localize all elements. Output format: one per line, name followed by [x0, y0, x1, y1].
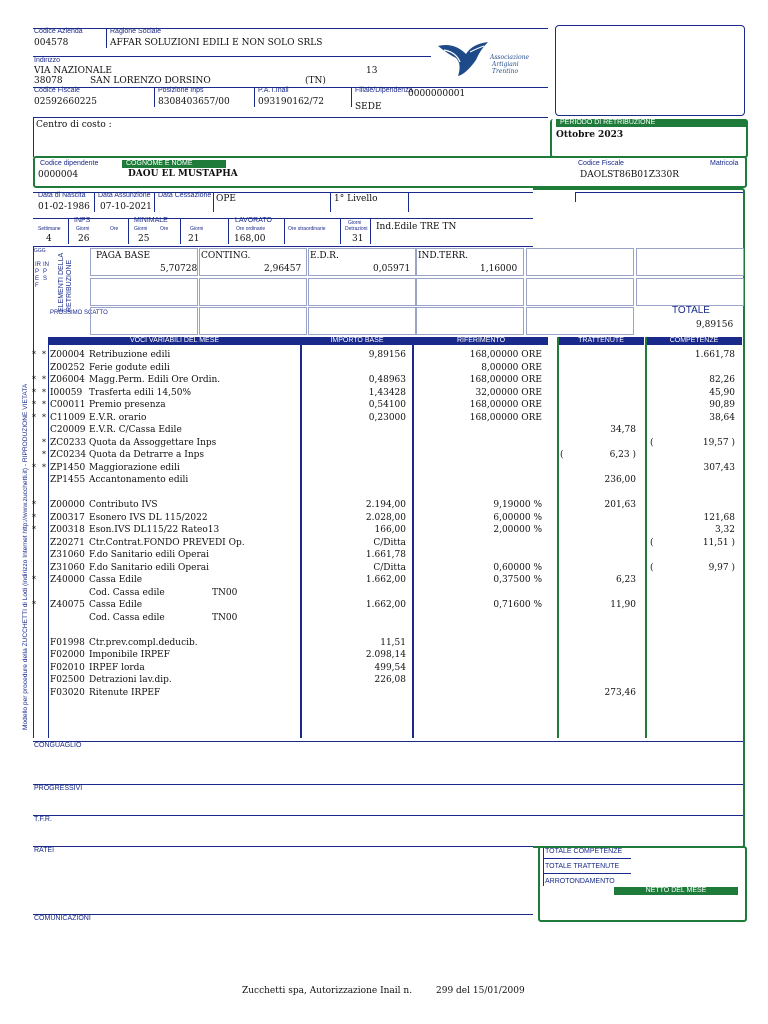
company-inail-label: P.A.T.Inail [258, 87, 289, 94]
table-row [0, 438, 768, 450]
item-reference: 6,00000 % [493, 512, 542, 523]
item-earning: 307,43 [703, 462, 735, 473]
item-base: 2.194,00 [365, 500, 406, 510]
giorni-lavorato: 21 [188, 234, 200, 244]
employee-name-label: COGNOME E NOME [122, 160, 226, 168]
item-base: 1.662,00 [365, 575, 406, 585]
star-mark: * [32, 575, 36, 584]
side-irpef-label: IRPEF [35, 262, 41, 289]
item-base: 1.661,78 [365, 550, 406, 560]
totale-trattenute-label: TOTALE TRATTENUTE [545, 863, 620, 870]
item-deduction: 34,78 [610, 425, 636, 435]
table-row [0, 663, 768, 675]
ratei-label: RATEI [34, 847, 55, 854]
ore-label-2: Ore [160, 226, 169, 232]
item-code: Z00252 [50, 362, 85, 373]
inps-days-label: INPS [74, 217, 91, 224]
employee-code: 0000004 [38, 170, 79, 180]
item-code: Z40000 [50, 575, 85, 585]
arrotondamento-label: ARROTONDAMENTO [545, 878, 615, 885]
company-number: 13 [366, 66, 378, 76]
item-code: C20009 [50, 425, 86, 435]
employee-cf: DAOLST86B01Z330R [580, 170, 679, 180]
company-code-label: Codice Azienda [34, 28, 83, 35]
item-code: C11009 [50, 412, 86, 423]
comunicazioni-label: COMUNICAZIONI [34, 915, 91, 922]
item-code: F01998 [50, 637, 85, 648]
table-row [0, 650, 768, 662]
item-earning: 11,51 ) [702, 537, 735, 548]
item-reference: 168,00000 ORE [469, 375, 542, 385]
totale-competenze-label: TOTALE COMPETENZE [545, 848, 623, 855]
item-description: Ritenute IRPEF [89, 687, 161, 698]
star-mark-2: * [42, 462, 46, 472]
item-reference: 168,00000 ORE [469, 350, 542, 360]
footer-right: 299 del 15/01/2009 [436, 986, 525, 996]
item-base: 166,00 [374, 525, 406, 535]
item-earning: 1.661,78 [694, 350, 735, 360]
table-row [0, 638, 768, 650]
totale-value: 9,89156 [696, 320, 734, 330]
table-row [0, 450, 768, 462]
item-description: Detrazioni lav.dip. [89, 675, 172, 685]
item-base: 0,48963 [368, 375, 406, 385]
item-base: 499,54 [374, 662, 406, 673]
ore-ordinarie: 168,00 [234, 234, 266, 244]
item-description: Quota da Assoggettare Inps [89, 437, 217, 448]
item-code: Z00004 [50, 350, 85, 360]
table-row [0, 388, 768, 400]
star-mark-2: * [42, 387, 46, 397]
item-code: ZC0233 [50, 437, 87, 448]
giorni-detrazioni: 31 [352, 234, 364, 244]
ore-straord-label: Ore straordinarie [288, 226, 326, 232]
star-mark: * [32, 375, 36, 384]
item-description: Cassa Edile [89, 600, 143, 610]
item-deduction: 273,46 [604, 687, 636, 698]
item-description: Imponibile IRPEF [89, 650, 170, 660]
col-riferimento: RIFERIMENTO [414, 337, 548, 345]
paren-open: ( [650, 537, 654, 548]
item-base: 0,23000 [368, 412, 406, 423]
item-description: Ferie godute edili [89, 362, 170, 373]
col-voci: VOCI VARIABILI DEL MESE [48, 337, 301, 345]
item-reference: 32,00000 ORE [475, 387, 542, 398]
item-code: Z31060 [50, 562, 85, 573]
tfr-label: T.F.R. [34, 816, 52, 823]
conting: 2,96457 [264, 264, 302, 274]
item-base: C/Ditta [373, 562, 406, 573]
item-earning: 82,26 [709, 375, 735, 385]
prossimo-scatto-label: PROSSIMO SCATTO [50, 310, 108, 316]
edr-label: E.D.R. [310, 251, 339, 261]
item-code: Z00318 [50, 525, 85, 535]
totale-label: TOTALE [672, 305, 710, 316]
ore-ord-label: Ore ordinarie [236, 226, 266, 232]
hire-label: Data Assunzione [98, 192, 151, 199]
star-mark-2: * [42, 350, 46, 359]
star-mark-2: * [42, 375, 46, 384]
ind-terr-label: IND.TERR. [418, 251, 469, 261]
item-code: ZP1450 [50, 462, 86, 473]
item-deduction: 201,63 [604, 500, 636, 510]
col-competenze: COMPETENZE [646, 337, 742, 345]
item-description: Accantonamento edili [89, 475, 189, 485]
item-earning: 45,90 [709, 387, 735, 398]
company-city: SAN LORENZO DORSINO [90, 76, 211, 86]
company-cf: 02592660225 [34, 97, 97, 107]
footer-left: Zucchetti spa, Autorizzazione Inail n. [242, 986, 413, 996]
item-base: 1.662,00 [365, 600, 406, 610]
paren-open: ( [650, 437, 654, 448]
item-base: 226,08 [374, 675, 406, 685]
item-reference: 8,00000 ORE [481, 362, 542, 373]
star-mark: * [32, 412, 36, 422]
company-code: 004578 [34, 38, 69, 48]
table-row [0, 500, 768, 512]
paga-base: 5,70728 [160, 264, 198, 274]
table-row [0, 475, 768, 487]
table-row [0, 488, 768, 500]
employee-name: DAOU EL MUSTAPHA [128, 169, 238, 179]
giorni-inps-label: Giorni [76, 226, 90, 232]
item-deduction: 6,23 ) [609, 450, 636, 460]
item-description: Esonero IVS DL 115/2022 [89, 512, 208, 523]
table-row [0, 675, 768, 687]
item-code: ZP1455 [50, 475, 86, 485]
company-inps: 8308403657/00 [158, 97, 230, 107]
item-description: IRPEF lorda [89, 662, 145, 673]
company-inps-label: Posizione Inps [158, 87, 204, 94]
item-sub-code: TN00 [212, 612, 238, 623]
item-description: Ctr.Contrat.FONDO PREVEDI Op. [89, 537, 245, 548]
logo-line1: Associazione [490, 54, 530, 61]
company-street: VIA NAZIONALE [34, 66, 112, 76]
period-value: Ottobre 2023 [556, 130, 624, 140]
item-description: Cassa Edile [89, 575, 143, 585]
company-cap: 38078 [34, 76, 63, 86]
paren-open: ( [650, 562, 654, 573]
table-row [0, 463, 768, 475]
table-row [0, 425, 768, 437]
item-code: Z00317 [50, 512, 85, 523]
item-earning: 3,32 [714, 525, 735, 535]
side-inps-label: INPS [43, 262, 49, 282]
company-province: (TN) [305, 76, 326, 86]
progressivi-label: PROGRESSIVI [34, 785, 83, 792]
company-cf-label: Codice Fiscale [34, 87, 80, 94]
item-description: Maggiorazione edili [89, 462, 180, 473]
item-code: Z06004 [50, 375, 85, 385]
item-description: Quota da Detrarre a Inps [89, 450, 205, 460]
paga-base-label: PAGA BASE [96, 251, 151, 261]
matricola-label: Matricola [710, 160, 739, 167]
giorni-detr-label: Giorni [348, 220, 362, 226]
item-reference: 168,00000 ORE [469, 400, 542, 410]
table-row [0, 525, 768, 537]
table-row [0, 550, 768, 562]
birth-label: Data di Nascita [38, 192, 86, 199]
star-mark-2: * [42, 400, 46, 409]
star-mark-2: * [42, 412, 46, 422]
giorni-lav-label: Giorni [190, 226, 204, 232]
item-base: 1,43428 [368, 387, 406, 398]
table-row [0, 563, 768, 575]
ore-label-1: Ore [110, 226, 119, 232]
end-label: Data Cessazione [158, 192, 212, 199]
item-earning: 9,97 ) [708, 562, 735, 573]
item-description: Ctr.prev.compl.deducib. [89, 637, 198, 648]
table-row [0, 588, 768, 600]
table-row [0, 350, 768, 362]
item-base: 0,54100 [368, 400, 406, 410]
conting-label: CONTING. [201, 251, 251, 261]
star-mark: * [32, 400, 36, 409]
item-code: ZC0234 [50, 450, 87, 460]
filiale-label: Filiale/Dipendenza [355, 87, 413, 94]
star-mark: * [32, 387, 36, 397]
star-mark-2: * [42, 437, 46, 447]
netto-label: NETTO DEL MESE [614, 887, 738, 895]
side-copyright: Modello per procedure della ZUCCHETTI di Lodi (indirizzo Internet http://www.zucchetti.it) - RIPRODUZIONE VIETATA [22, 383, 29, 730]
item-code: F03020 [50, 687, 85, 698]
item-code: F02010 [50, 662, 85, 673]
hire-date: 07-10-2021 [100, 202, 152, 212]
eagle-logo-icon [436, 40, 496, 78]
item-base: 11,51 [380, 637, 406, 648]
item-earning: 19,57 ) [702, 437, 735, 448]
edr: 0,05971 [373, 264, 411, 274]
item-description: F.do Sanitario edili Operai [89, 562, 209, 573]
item-base: C/Ditta [373, 537, 406, 548]
address-label: Indirizzo [34, 57, 61, 64]
item-reference: 0,71600 % [493, 600, 542, 610]
star-mark-2: * [42, 450, 46, 459]
item-deduction: 11,90 [610, 600, 636, 610]
item-description: Cod. Cassa edile [89, 587, 165, 598]
minimale-label: MINIMALE [134, 217, 168, 224]
paren-open: ( [560, 450, 564, 460]
item-earning: 121,68 [703, 512, 735, 523]
star-mark: * [32, 525, 36, 534]
item-description: Contributo IVS [89, 500, 158, 510]
giorni-min-label: Giorni [134, 226, 148, 232]
item-description: F.do Sanitario edili Operai [89, 550, 209, 560]
detrazioni-label: Detrazioni [345, 226, 368, 232]
contract: Ind.Edile TRE TN [376, 222, 457, 232]
table-row [0, 600, 768, 612]
livello: 1° Livello [334, 194, 378, 204]
item-code: C00011 [50, 400, 86, 410]
filiale-code: 0000000001 [408, 89, 466, 99]
item-code: F02000 [50, 650, 85, 660]
item-code: Z20271 [50, 537, 85, 548]
company-name: AFFAR SOLUZIONI EDILI E NON SOLO SRLS [110, 38, 323, 48]
item-code: Z40075 [50, 600, 85, 610]
star-mark: * [32, 600, 36, 609]
item-code: Z00000 [50, 500, 85, 510]
item-code: F02500 [50, 675, 85, 685]
settimane-label: Settimane [38, 226, 61, 232]
birth-date: 01-02-1986 [38, 202, 90, 212]
col-trattenute: TRATTENUTE [558, 337, 644, 345]
item-code: I00059 [50, 387, 83, 398]
item-sub-code: TN00 [212, 587, 238, 598]
star-mark: * [32, 462, 36, 472]
item-deduction: 236,00 [604, 475, 636, 485]
table-row [0, 688, 768, 700]
table-row [0, 575, 768, 587]
item-description: Eson.IVS DL115/22 Rateo13 [89, 525, 220, 535]
ind-terr: 1,16000 [480, 264, 518, 274]
giorni-inps: 26 [78, 234, 90, 244]
table-row [0, 400, 768, 412]
elements-side-label: ELEMENTI DELLA RETRIBUZIONE [58, 253, 73, 312]
item-description: Magg.Perm. Edili Ore Ordin. [89, 375, 221, 385]
table-row [0, 538, 768, 550]
item-reference: 0,60000 % [493, 562, 542, 573]
item-earning: 38,64 [709, 412, 735, 423]
employee-cf-label: Codice Fiscale [578, 160, 624, 167]
item-base: 2.098,14 [365, 650, 406, 660]
cost-center-label: Centro di costo : [36, 120, 112, 130]
lavorato-label: LAVORATO [235, 217, 272, 224]
table-row [0, 375, 768, 387]
top-right-box [555, 25, 745, 116]
table-row [0, 413, 768, 425]
item-description: E.V.R. C/Cassa Edile [89, 425, 182, 435]
item-reference: 0,37500 % [493, 575, 542, 585]
giorni-minimale: 25 [138, 234, 150, 244]
settimane: 4 [46, 234, 52, 244]
item-deduction: 6,23 [615, 575, 636, 585]
item-description: Trasferta edili 14,50% [89, 387, 191, 398]
item-earning: 90,89 [709, 400, 735, 410]
star-mark: * [32, 512, 36, 522]
sede: SEDE [355, 102, 382, 112]
star-mark: * [32, 350, 36, 359]
col-importo: IMPORTO BASE [302, 337, 412, 345]
star-mark: * [32, 500, 36, 509]
item-description: Cod. Cassa edile [89, 612, 165, 623]
period-label: PERIODO DI RETRIBUZIONE [556, 119, 746, 127]
item-description: Premio presenza [89, 400, 166, 410]
company-inail: 093190162/72 [258, 97, 325, 107]
item-code: Z31060 [50, 550, 85, 560]
item-reference: 9,19000 % [493, 500, 542, 510]
ggg-label: GGG [34, 248, 46, 254]
table-row [0, 625, 768, 637]
item-description: E.V.R. orario [89, 412, 147, 423]
qualifica: OPE [216, 194, 237, 204]
company-name-label: Ragione Sociale [110, 28, 161, 35]
table-row [0, 613, 768, 625]
table-row [0, 363, 768, 375]
item-base: 2.028,00 [365, 512, 406, 523]
logo-line2: Artigiani [492, 61, 519, 68]
logo [436, 40, 536, 80]
table-row [0, 513, 768, 525]
conguaglio-label: CONGUAGLIO [34, 742, 82, 749]
item-base: 9,89156 [368, 350, 406, 360]
item-description: Retribuzione edili [89, 350, 171, 360]
item-reference: 168,00000 ORE [469, 412, 542, 423]
item-reference: 2,00000 % [493, 525, 542, 535]
logo-line3: Trentino [492, 68, 519, 75]
employee-code-label: Codice dipendente [40, 160, 99, 167]
